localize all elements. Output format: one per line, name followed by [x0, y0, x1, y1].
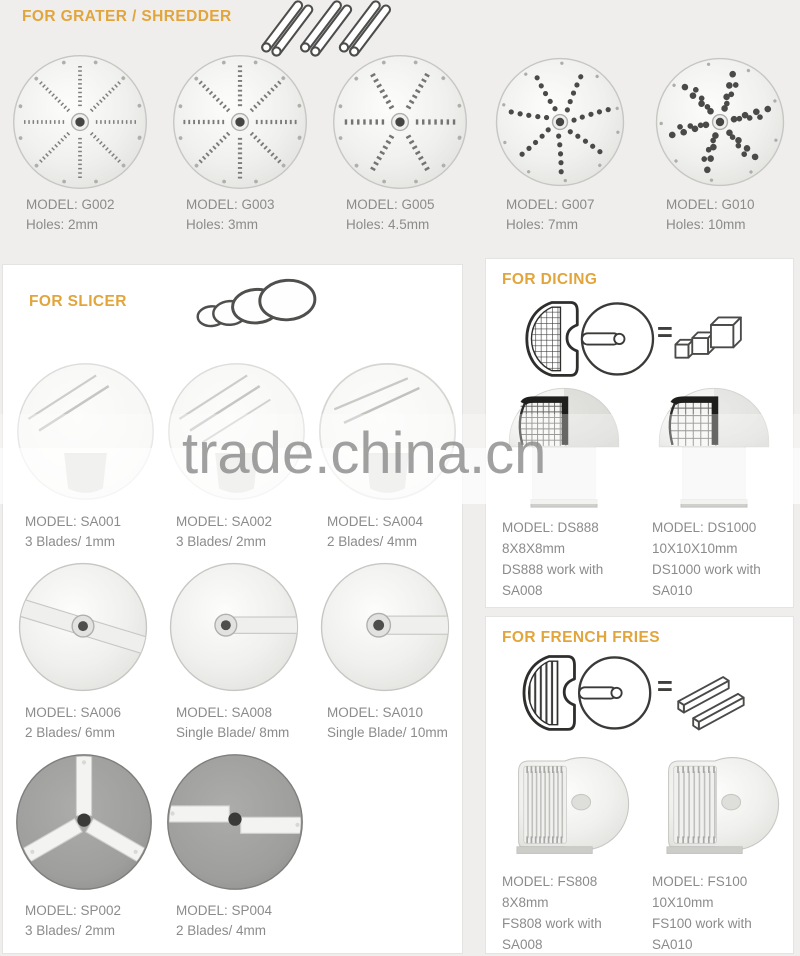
product-model: MODEL: G007: [506, 197, 595, 212]
product-spec: Holes: 10mm: [666, 216, 746, 232]
product-model: MODEL: SP004: [176, 903, 273, 918]
product-model: MODEL: SA006: [25, 705, 122, 720]
product-model: MODEL: SA002: [176, 514, 273, 529]
grater-disc-g005-image: [330, 52, 470, 192]
slice-discs-icon: [195, 273, 323, 335]
slicer-section-title: FOR SLICER: [29, 293, 127, 310]
product-model: MODEL: SP002: [25, 903, 122, 918]
product-note2: SA008: [502, 583, 543, 598]
product-spec: 2 Blades/ 4mm: [176, 922, 267, 938]
product-size: 8X8mm: [502, 895, 549, 910]
watermark: trade.china.cn: [182, 421, 547, 486]
slicer-disc-sp002-image: [13, 751, 155, 893]
slicer-row-2: [11, 559, 464, 742]
slicer-disc-sp004-image: [164, 751, 306, 893]
product-sa006: [11, 559, 162, 742]
product-model: MODEL: DS888: [502, 520, 599, 535]
grater-section-title: FOR GRATER / SHREDDER: [22, 8, 232, 25]
product-note2: SA010: [652, 937, 693, 952]
product-fs100: [646, 731, 796, 955]
product-g003: [160, 52, 320, 234]
product-model: MODEL: G003: [186, 197, 275, 212]
dicing-equation-icon: [514, 295, 754, 383]
dicing-diagram-image: [514, 295, 749, 381]
product-model: MODEL: FS100: [652, 874, 748, 889]
product-model: MODEL: G002: [26, 197, 115, 212]
fries-section-card: [485, 616, 794, 954]
product-g005: [320, 52, 480, 234]
product-note: DS1000 work with: [652, 562, 761, 577]
slicer-disc-sa010-image: [317, 559, 453, 695]
product-spec: 2 Blades/ 4mm: [327, 533, 418, 549]
julienne-sticks-icon: [253, 0, 391, 58]
slicer-disc-sa008-image: [166, 559, 302, 695]
dicing-section-title: FOR DICING: [502, 271, 598, 288]
product-size: 10X10mm: [652, 895, 714, 910]
product-g007: [480, 52, 640, 234]
product-note2: SA008: [502, 937, 543, 952]
product-model: MODEL: SA001: [25, 514, 122, 529]
product-spec: Holes: 2mm: [26, 216, 99, 232]
product-sp004: [162, 751, 313, 940]
grater-product-row: [0, 52, 800, 234]
product-g010: [640, 52, 800, 234]
product-spec: Single Blade/ 10mm: [327, 724, 448, 740]
product-model: MODEL: DS1000: [652, 520, 757, 535]
product-model: MODEL: SA004: [327, 514, 424, 529]
fries-product-row: [496, 731, 796, 955]
product-spec: 3 Blades/ 2mm: [25, 922, 116, 938]
fries-plate-fs808-image: [498, 731, 630, 863]
slicer-section-card: [2, 264, 463, 954]
product-note2: SA010: [652, 583, 693, 598]
product-model: MODEL: G005: [346, 197, 435, 212]
product-note: FS808 work with: [502, 916, 602, 931]
product-size: 8X8X8mm: [502, 541, 566, 556]
product-sa008: [162, 559, 313, 742]
grater-disc-g003-image: [170, 52, 310, 192]
product-model: MODEL: SA008: [176, 705, 273, 720]
fries-plate-fs100-image: [648, 731, 780, 863]
product-model: MODEL: G010: [666, 197, 755, 212]
product-spec: 2 Blades/ 6mm: [25, 724, 116, 740]
product-sa010: [313, 559, 464, 742]
product-spec: 3 Blades/ 2mm: [176, 533, 267, 549]
product-model: MODEL: FS808: [502, 874, 598, 889]
product-model: MODEL: SA010: [327, 705, 424, 720]
grater-disc-g002-image: [10, 52, 150, 192]
slicer-disc-sa006-image: [15, 559, 151, 695]
equals-sign: =: [657, 671, 673, 701]
slicer-row-3: [11, 751, 313, 940]
product-spec: 3 Blades/ 1mm: [25, 533, 116, 549]
grater-disc-g007-image: [490, 52, 630, 192]
product-note: FS100 work with: [652, 916, 752, 931]
product-spec: Holes: 4.5mm: [346, 216, 430, 232]
product-spec: Single Blade/ 8mm: [176, 724, 290, 740]
fries-equation-icon: [514, 649, 754, 737]
product-fs808: [496, 731, 646, 955]
grater-disc-g010-image: [650, 52, 790, 192]
product-spec: Holes: 3mm: [186, 216, 259, 232]
product-g002: [0, 52, 160, 234]
fries-diagram-image: [514, 649, 749, 735]
product-sp002: [11, 751, 162, 940]
equals-sign: =: [657, 317, 673, 347]
fries-section-title: FOR FRENCH FRIES: [502, 629, 660, 646]
product-note: DS888 work with: [502, 562, 604, 577]
product-size: 10X10X10mm: [652, 541, 738, 556]
product-spec: Holes: 7mm: [506, 216, 579, 232]
